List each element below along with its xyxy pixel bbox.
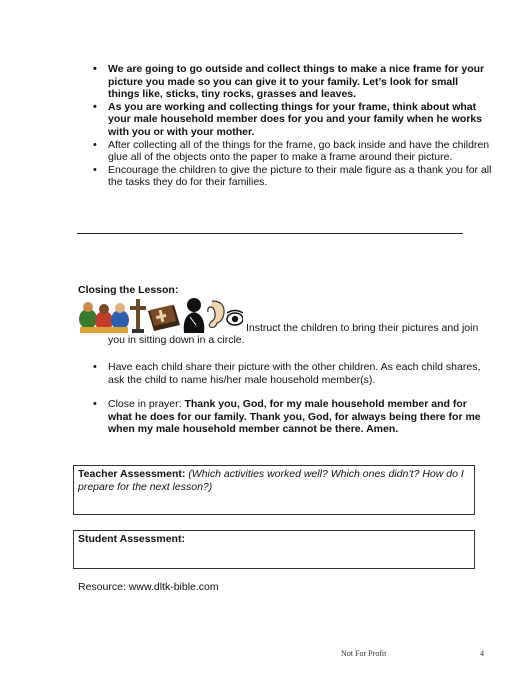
list-item xyxy=(82,398,492,436)
lesson-icon-strip xyxy=(78,295,243,335)
teacher-assessment-box xyxy=(73,465,475,515)
footer-text: Not For Profit xyxy=(341,649,387,658)
praying-child-icon xyxy=(184,298,205,333)
closing-bullet-list xyxy=(82,361,492,448)
prayer-text: Thank you, God, for my male household member and for what he does for our family. Thank you, God, for always being there for me when my male household member cannot be there. Amen. xyxy=(108,398,481,436)
prayer-label: Close in prayer: xyxy=(108,398,185,411)
list-item: • As you are working and collecting things for your frame, think about what your male household member does for you and your family when he works with you or with your mother. xyxy=(82,101,492,139)
closing-heading: Closing the Lesson: xyxy=(78,284,179,296)
eye-icon xyxy=(227,311,243,326)
student-assessment-box xyxy=(73,530,475,569)
cross-icon xyxy=(130,299,146,333)
student-assessment-label: Student Assessment: xyxy=(78,533,185,545)
instruction-text-continued: you in sitting down in a circle. xyxy=(108,334,245,346)
activity-bullet-list xyxy=(82,63,492,189)
instruction-text: Instruct the children to bring their pictures and join xyxy=(246,322,479,334)
teacher-assessment-label: Teacher Assessment: xyxy=(78,468,186,480)
list-item: • After collecting all of the things for the frame, go back inside and have the children glue all of the objects onto the paper to make a frame around their picture. xyxy=(82,139,492,164)
page-number: 4 xyxy=(480,649,484,658)
list-item: • Have each child share their picture with the other children. As each child shares, ask the child to name his/her male household member(s). xyxy=(82,361,492,386)
bible-icon xyxy=(148,305,180,331)
resource-line: Resource: www.dltk-bible.com xyxy=(78,581,219,593)
list-item: • We are going to go outside and collect things to make a nice frame for your picture you made so you can give it to your family. Let’s look for small things like, sticks, tiny rocks, grasses and leaves. xyxy=(82,63,492,101)
ear-icon xyxy=(208,301,224,328)
teacher-assessment-prompt: (Which activities worked well? Which ones didn’t? How do I prepare for the next lesson?) xyxy=(78,468,464,493)
list-item: • Encourage the children to give the picture to their male figure as a thank you for all the tasks they do for their families. xyxy=(82,164,492,189)
people-group-icon xyxy=(79,302,129,333)
section-divider xyxy=(77,233,463,234)
